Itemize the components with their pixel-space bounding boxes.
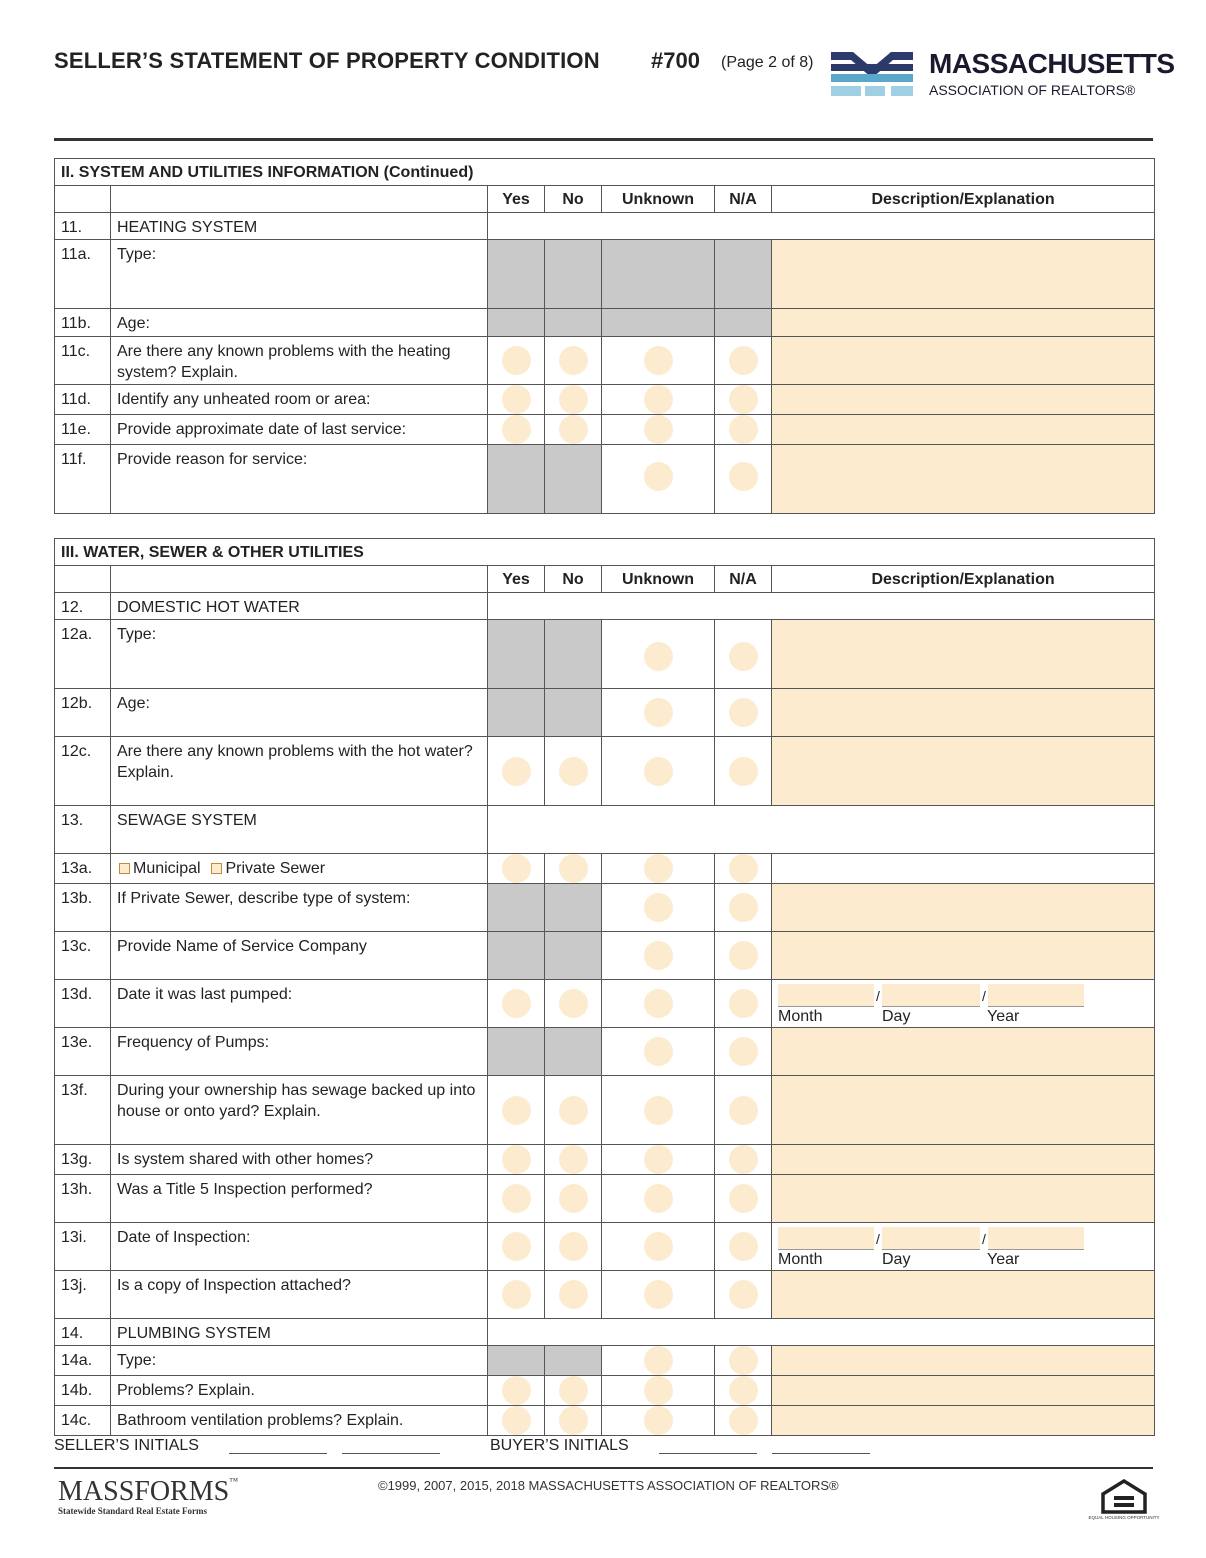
na-radio[interactable] [729, 698, 758, 727]
massforms-trademark: ™ [229, 1476, 239, 1486]
na-radio[interactable] [729, 1346, 758, 1375]
day-input[interactable] [882, 984, 980, 1007]
row-label: SEWAGE SYSTEM [111, 806, 488, 854]
table-row [55, 1346, 1155, 1376]
na-radio[interactable] [729, 757, 758, 786]
row-label: Provide Name of Service Company [111, 932, 488, 980]
row-label: Type: [111, 1346, 488, 1376]
unknown-radio[interactable] [644, 941, 673, 970]
explanation-field[interactable] [772, 1406, 1155, 1436]
table-row [55, 1406, 1155, 1436]
yes-radio[interactable] [502, 415, 531, 444]
form-title: SELLER’S STATEMENT OF PROPERTY CONDITION [54, 48, 600, 73]
row-label: HEATING SYSTEM [111, 213, 488, 240]
date-slash: / [982, 988, 986, 1004]
explanation-field[interactable] [772, 1346, 1155, 1376]
row-label: Are there any known problems with the heating system? Explain. [111, 337, 488, 385]
no-radio[interactable] [559, 1232, 588, 1261]
date-slash: / [876, 988, 880, 1004]
explanation-field[interactable] [772, 884, 1155, 932]
explanation-field[interactable] [772, 309, 1155, 337]
table-row [55, 689, 1155, 737]
table-row [55, 309, 1155, 337]
col-yes: Yes [488, 566, 545, 593]
col-yes: Yes [488, 186, 545, 213]
row-number: 11c. [55, 337, 111, 385]
row-number: 13j. [55, 1271, 111, 1319]
unknown-radio[interactable] [644, 385, 673, 414]
no-radio[interactable] [559, 989, 588, 1018]
explanation-field[interactable] [772, 1271, 1155, 1319]
explanation-field[interactable] [772, 385, 1155, 415]
table-row [55, 593, 1155, 620]
no-radio[interactable] [559, 1406, 588, 1435]
row-number: 13e. [55, 1028, 111, 1076]
section-title: III. WATER, SEWER & OTHER UTILITIES [55, 539, 1155, 566]
na-radio[interactable] [729, 1096, 758, 1125]
row-number: 13d. [55, 980, 111, 1028]
col-na: N/A [715, 186, 772, 213]
unknown-radio[interactable] [644, 1184, 673, 1213]
unknown-radio[interactable] [644, 346, 673, 375]
mar-logo-icon [831, 50, 913, 100]
row-label: Was a Title 5 Inspection performed? [111, 1175, 488, 1223]
date-slash: / [982, 1231, 986, 1247]
date-field [772, 1223, 1155, 1271]
row-number: 13c. [55, 932, 111, 980]
row-label: Type: [111, 240, 488, 309]
month-input[interactable] [778, 1227, 874, 1250]
row-number: 13. [55, 806, 111, 854]
table-row [55, 337, 1155, 385]
row-label: During your ownership has sewage backed up into house or onto yard? Explain. [111, 1076, 488, 1145]
na-radio[interactable] [729, 1037, 758, 1066]
row-label: If Private Sewer, describe type of system: [111, 884, 488, 932]
row-label: Frequency of Pumps: [111, 1028, 488, 1076]
row-label: Bathroom ventilation problems? Explain. [111, 1406, 488, 1436]
municipal-label: Municipal [133, 860, 201, 877]
row-label: PLUMBING SYSTEM [111, 1319, 488, 1346]
explanation-field[interactable] [772, 1076, 1155, 1145]
yes-radio[interactable] [502, 1145, 531, 1174]
table-row [55, 854, 1155, 884]
unknown-radio[interactable] [644, 1280, 673, 1309]
year-input[interactable] [988, 984, 1084, 1007]
row-number: 13a. [55, 854, 111, 884]
table-row [55, 932, 1155, 980]
section-title: II. SYSTEM AND UTILITIES INFORMATION (Continued) [55, 159, 1155, 186]
unknown-radio[interactable] [644, 854, 673, 883]
na-radio[interactable] [729, 346, 758, 375]
na-radio[interactable] [729, 854, 758, 883]
row-label: Provide reason for service: [111, 445, 488, 514]
no-radio[interactable] [559, 1096, 588, 1125]
no-radio[interactable] [559, 854, 588, 883]
na-radio[interactable] [729, 1376, 758, 1405]
year-label: Year [987, 1251, 1020, 1268]
table-row [55, 385, 1155, 415]
row-number: 11a. [55, 240, 111, 309]
yes-radio[interactable] [502, 346, 531, 375]
table-row [55, 1376, 1155, 1406]
unknown-radio[interactable] [644, 1376, 673, 1405]
row-number: 12a. [55, 620, 111, 689]
year-input[interactable] [988, 1227, 1084, 1250]
copyright-notice: ©1999, 2007, 2015, 2018 MASSACHUSETTS ASSOCIATION OF REALTORS® [378, 1478, 839, 1493]
org-subtitle: ASSOCIATION OF REALTORS® [929, 82, 1136, 98]
explanation-field[interactable] [772, 1175, 1155, 1223]
explanation-field[interactable] [772, 337, 1155, 385]
explanation-field[interactable] [772, 737, 1155, 806]
org-name: MASSACHUSETTS [929, 48, 1175, 79]
unknown-radio[interactable] [644, 1232, 673, 1261]
na-radio[interactable] [729, 989, 758, 1018]
massforms-subtitle: Statewide Standard Real Estate Forms [58, 1506, 207, 1516]
yes-radio[interactable] [502, 385, 531, 414]
yes-radio[interactable] [502, 757, 531, 786]
no-radio[interactable] [559, 1184, 588, 1213]
na-radio[interactable] [729, 415, 758, 444]
row-label: Problems? Explain. [111, 1376, 488, 1406]
yes-radio[interactable] [502, 1232, 531, 1261]
row-label: Age: [111, 689, 488, 737]
form-number: #700 [651, 48, 700, 73]
na-radio[interactable] [729, 385, 758, 414]
day-label: Day [882, 1008, 911, 1025]
row-number: 14. [55, 1319, 111, 1346]
row-number: 13b. [55, 884, 111, 932]
table-row [55, 1319, 1155, 1346]
table-row [55, 1223, 1155, 1271]
yes-radio[interactable] [502, 1406, 531, 1435]
explanation-field[interactable] [772, 240, 1155, 309]
unknown-radio[interactable] [644, 757, 673, 786]
explanation-field[interactable] [772, 620, 1155, 689]
date-slash: / [876, 1231, 880, 1247]
col-unknown: Unknown [602, 566, 715, 593]
massforms-name: MASSFORMS [58, 1476, 230, 1507]
col-unknown: Unknown [602, 186, 715, 213]
row-number: 13f. [55, 1076, 111, 1145]
row-number: 11d. [55, 385, 111, 415]
day-label: Day [882, 1251, 911, 1268]
unknown-radio[interactable] [644, 893, 673, 922]
table-row [55, 980, 1155, 1028]
row-number: 11f. [55, 445, 111, 514]
col-na: N/A [715, 566, 772, 593]
unknown-radio[interactable] [644, 1346, 673, 1375]
col-description: Description/Explanation [772, 186, 1155, 213]
eho-label: EQUAL HOUSING OPPORTUNITY [1088, 1515, 1160, 1520]
na-radio[interactable] [729, 1406, 758, 1435]
row-label: Date it was last pumped: [111, 980, 488, 1028]
column-header-row [55, 186, 1155, 213]
table-row [55, 737, 1155, 806]
explanation-field[interactable] [772, 689, 1155, 737]
na-radio[interactable] [729, 1145, 758, 1174]
footer-divider [54, 1467, 1153, 1469]
buyer-initials-label: BUYER’S INITIALS [490, 1437, 629, 1454]
row-label: Type: [111, 620, 488, 689]
na-radio[interactable] [729, 642, 758, 671]
na-radio[interactable] [729, 1280, 758, 1309]
row-number: 14b. [55, 1376, 111, 1406]
row-number: 12c. [55, 737, 111, 806]
table-row [55, 806, 1155, 854]
table-row [55, 1028, 1155, 1076]
no-radio[interactable] [559, 346, 588, 375]
table-row [55, 445, 1155, 514]
unknown-radio[interactable] [644, 1096, 673, 1125]
table-row [55, 620, 1155, 689]
seller-initials-field-1[interactable] [229, 1453, 327, 1454]
yes-radio[interactable] [502, 1096, 531, 1125]
row-label: Provide approximate date of last service: [111, 415, 488, 445]
no-radio[interactable] [559, 757, 588, 786]
unknown-radio[interactable] [644, 698, 673, 727]
row-number: 13i. [55, 1223, 111, 1271]
no-radio[interactable] [559, 1280, 588, 1309]
col-description: Description/Explanation [772, 566, 1155, 593]
unknown-radio[interactable] [644, 462, 673, 491]
col-no: No [545, 186, 602, 213]
row-label: Is a copy of Inspection attached? [111, 1271, 488, 1319]
row-number: 11. [55, 213, 111, 240]
unknown-radio[interactable] [644, 989, 673, 1018]
explanation-field[interactable] [772, 1028, 1155, 1076]
table-row [55, 1175, 1155, 1223]
row-label: Date of Inspection: [111, 1223, 488, 1271]
month-label: Month [778, 1008, 823, 1025]
na-radio[interactable] [729, 893, 758, 922]
massforms-logo [58, 1476, 238, 1508]
municipal-checkbox[interactable] [119, 863, 130, 874]
row-number: 14a. [55, 1346, 111, 1376]
seller-initials-label: SELLER’S INITIALS [54, 1437, 199, 1454]
date-field [772, 980, 1155, 1028]
seller-initials-field-2[interactable] [342, 1453, 440, 1454]
yes-radio[interactable] [502, 1280, 531, 1309]
explanation-field[interactable] [772, 415, 1155, 445]
na-radio[interactable] [729, 1232, 758, 1261]
day-input[interactable] [882, 1227, 980, 1250]
unknown-radio[interactable] [644, 415, 673, 444]
unknown-radio[interactable] [644, 1145, 673, 1174]
no-radio[interactable] [559, 1145, 588, 1174]
na-radio[interactable] [729, 1184, 758, 1213]
yes-radio[interactable] [502, 1184, 531, 1213]
yes-radio[interactable] [502, 1376, 531, 1405]
row-label: Age: [111, 309, 488, 337]
table-row [55, 240, 1155, 309]
column-header-row [55, 566, 1155, 593]
section-2-table [54, 158, 1155, 514]
row-label: DOMESTIC HOT WATER [111, 593, 488, 620]
yes-radio[interactable] [502, 854, 531, 883]
na-radio[interactable] [729, 462, 758, 491]
explanation-field[interactable] [772, 932, 1155, 980]
row-number: 12. [55, 593, 111, 620]
row-number: 13h. [55, 1175, 111, 1223]
unknown-radio[interactable] [644, 1406, 673, 1435]
section-3-table [54, 538, 1155, 1436]
table-row [55, 1076, 1155, 1145]
month-label: Month [778, 1251, 823, 1268]
no-radio[interactable] [559, 415, 588, 444]
equal-housing-icon [1088, 1478, 1160, 1526]
buyer-initials-field-1[interactable] [659, 1453, 757, 1454]
row-label: Are there any known problems with the hot water? Explain. [111, 737, 488, 806]
unknown-radio[interactable] [644, 1037, 673, 1066]
col-no: No [545, 566, 602, 593]
year-label: Year [987, 1008, 1020, 1025]
private-sewer-label: Private Sewer [225, 860, 326, 877]
na-radio[interactable] [729, 941, 758, 970]
explanation-field[interactable] [772, 1376, 1155, 1406]
row-number: 11e. [55, 415, 111, 445]
row-number: 12b. [55, 689, 111, 737]
month-input[interactable] [778, 984, 874, 1007]
no-radio[interactable] [559, 385, 588, 414]
header-divider [54, 138, 1153, 141]
row-number: 11b. [55, 309, 111, 337]
page-indicator: (Page 2 of 8) [721, 54, 814, 71]
table-row [55, 415, 1155, 445]
row-label: Identify any unheated room or area: [111, 385, 488, 415]
row-number: 13g. [55, 1145, 111, 1175]
table-row [55, 213, 1155, 240]
unknown-radio[interactable] [644, 642, 673, 671]
yes-radio[interactable] [502, 989, 531, 1018]
explanation-field[interactable] [772, 1145, 1155, 1175]
buyer-initials-field-2[interactable] [772, 1453, 870, 1454]
row-label: Is system shared with other homes? [111, 1145, 488, 1175]
no-radio[interactable] [559, 1376, 588, 1405]
table-row [55, 1145, 1155, 1175]
private-sewer-checkbox[interactable] [211, 863, 222, 874]
row-number: 14c. [55, 1406, 111, 1436]
explanation-field[interactable] [772, 445, 1155, 514]
table-row [55, 884, 1155, 932]
table-row [55, 1271, 1155, 1319]
